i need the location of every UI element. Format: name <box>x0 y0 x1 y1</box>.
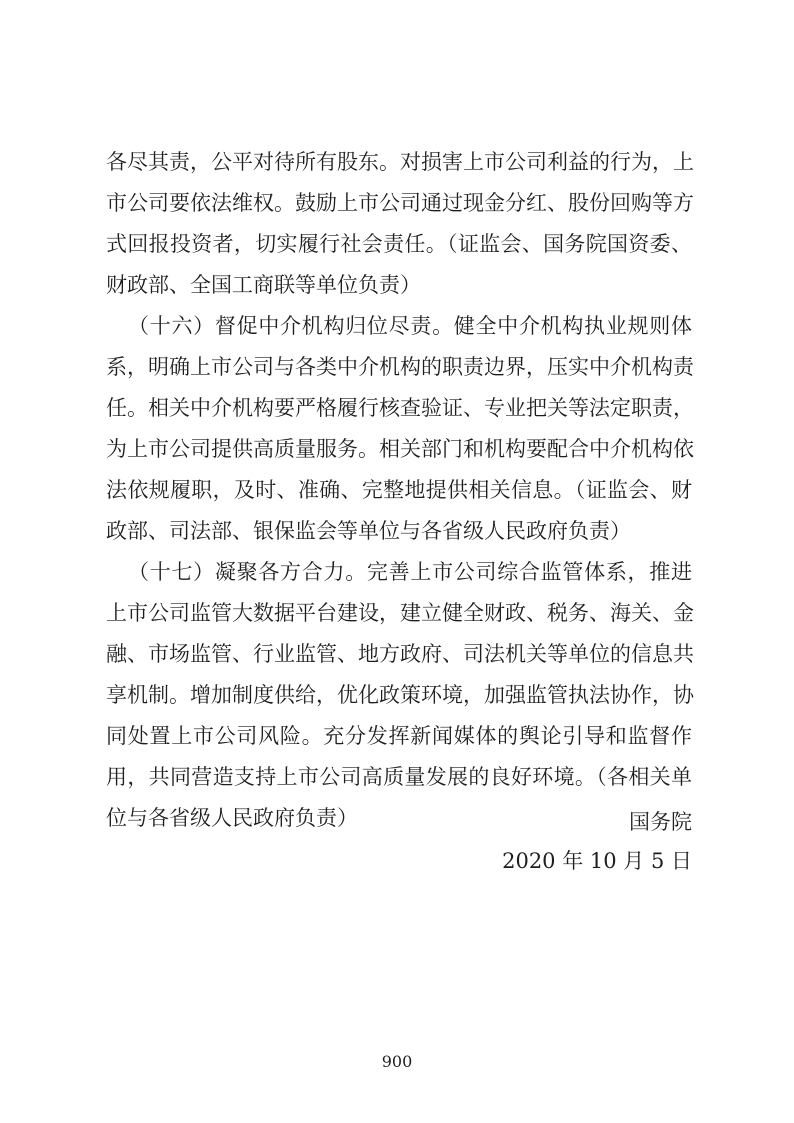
signature-date: 2020 年 10 月 5 日 <box>502 849 692 873</box>
paragraph-1-line-3: 式回报投资者，切实履行社会责任。（证监会、国务院国资委、 <box>106 232 692 256</box>
paragraph-3-line-7: 位与各省级人民政府负责） <box>106 806 358 830</box>
paragraph-2-line-2: 系，明确上市公司与各类中介机构的职责边界，压实中介机构责 <box>106 355 694 379</box>
paragraph-1-line-2: 市公司要依法维权。鼓励上市公司通过现金分红、股份回购等方 <box>106 191 694 215</box>
signature-issuer: 国务院 <box>629 810 692 834</box>
paragraph-2-line-5: 法依规履职，及时、准确、完整地提供相关信息。（证监会、财 <box>106 478 692 502</box>
paragraph-3-line-4: 享机制。增加制度供给，优化政策环境，加强监管执法协作，协 <box>106 683 694 707</box>
paragraph-2-line-3: 任。相关中介机构要严格履行核查验证、专业把关等法定职责， <box>106 396 694 420</box>
paragraph-3-line-2: 上市公司监管大数据平台建设，建立健全财政、税务、海关、金 <box>106 601 694 625</box>
paragraph-1-line-4: 财政部、全国工商联等单位负责） <box>106 273 421 297</box>
paragraph-2-line-1: （十六）督促中介机构归位尽责。健全中介机构执业规则体 <box>128 314 692 338</box>
paragraph-3-line-1: （十七）凝聚各方合力。完善上市公司综合监管体系，推进 <box>128 560 692 584</box>
paragraph-3-line-5: 同处置上市公司风险。充分发挥新闻媒体的舆论引导和监督作 <box>106 724 692 748</box>
paragraph-1-line-1: 各尽其责，公平对待所有股东。对损害上市公司利益的行为，上 <box>106 150 694 174</box>
paragraph-2-line-6: 政部、司法部、银保监会等单位与各省级人民政府负责） <box>106 519 631 543</box>
paragraph-2-line-4: 为上市公司提供高质量服务。相关部门和机构要配合中介机构依 <box>106 437 694 461</box>
paragraph-3-line-3: 融、市场监管、行业监管、地方政府、司法机关等单位的信息共 <box>106 642 694 666</box>
paragraph-3-line-6: 用，共同营造支持上市公司高质量发展的良好环境。（各相关单 <box>106 765 692 789</box>
page-number: 900 <box>381 1052 413 1071</box>
